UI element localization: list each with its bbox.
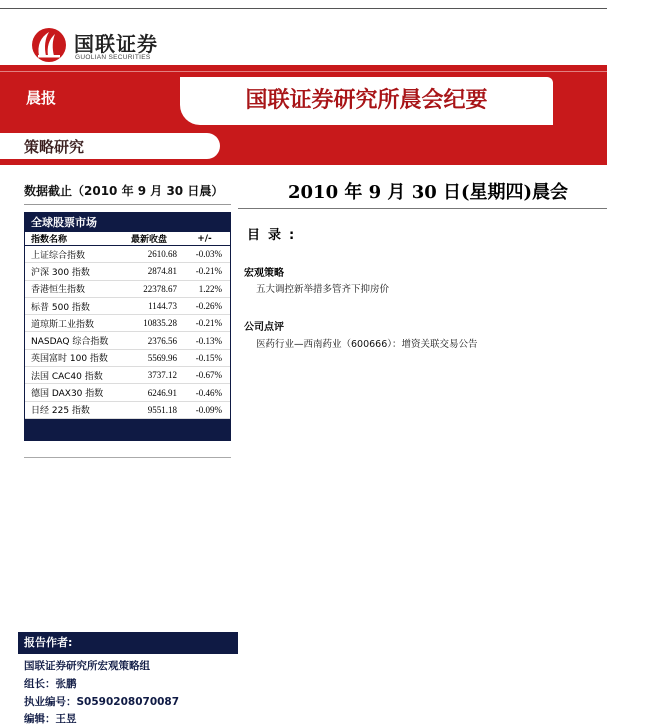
index-change: -0.15% [195, 352, 222, 363]
banner-label: 晨报 [26, 89, 57, 107]
index-name: NASDAQ 综合指数 [31, 337, 109, 348]
index-close: 1144.73 [148, 301, 177, 312]
market-table-footer [24, 419, 231, 441]
author-heading: 报告作者: [18, 632, 238, 654]
index-name: 法国 CAC40 指数 [31, 371, 103, 382]
meeting-title: 2010 年 9 月 30 日(星期四)晨会 [288, 182, 569, 203]
logo-name-cn: 国联证券 [74, 32, 158, 56]
table-row [25, 367, 230, 384]
banner-category: 策略研究 [24, 138, 85, 156]
logo-mark-icon [30, 26, 68, 64]
index-change: 1.22% [198, 283, 222, 294]
col-latest-close: 最新收盘 [130, 235, 167, 245]
index-name: 标普 500 指数 [31, 302, 90, 313]
index-close: 9551.18 [147, 404, 177, 415]
col-index-name: 指数名称 [31, 235, 68, 245]
table-row [25, 384, 230, 401]
index-change: -0.67% [195, 370, 222, 381]
index-change: -0.03% [195, 249, 222, 260]
index-name: 英国富时 100 指数 [31, 354, 108, 365]
left-divider [24, 204, 231, 205]
index-name: 沪深 300 指数 [31, 267, 90, 278]
data-as-of: 数据截止（2010 年 9 月 30 日晨） [24, 184, 224, 198]
section-item-macro[interactable]: 五大调控新举措多管齐下抑房价 [256, 284, 390, 295]
index-name: 德国 DAX30 指数 [31, 389, 104, 400]
author-leader: 组长：张鹏 [24, 678, 77, 690]
market-table-title: 全球股票市场 [25, 213, 230, 232]
section-item-company[interactable]: 医药行业—西南药业（600666）：增资关联交易公告 [256, 339, 478, 350]
index-name: 香港恒生指数 [31, 285, 86, 296]
index-close: 2610.68 [147, 249, 177, 260]
top-rule [0, 8, 607, 9]
index-name: 道琼斯工业指数 [31, 319, 95, 330]
section-title-company: 公司点评 [244, 322, 284, 333]
index-change: -0.21% [195, 266, 222, 277]
banner-title: 国联证券研究所晨会纪要 [245, 88, 488, 113]
index-close: 10835.28 [143, 318, 177, 329]
toc-title: 目录: [247, 228, 303, 243]
index-change: -0.26% [195, 301, 222, 312]
index-close: 2874.81 [147, 266, 177, 277]
banner-divider [0, 71, 607, 72]
table-row [25, 315, 230, 332]
index-close: 6246.91 [147, 387, 177, 398]
index-close: 22378.67 [143, 283, 177, 294]
index-name: 日经 225 指数 [31, 406, 90, 417]
logo-name-en: GUOLIAN SECURITIES [75, 54, 151, 61]
right-divider [238, 208, 607, 209]
author-next: 编辑：王昱 [24, 713, 77, 725]
col-change: +/- [197, 233, 212, 244]
table-row [25, 263, 230, 280]
index-close: 5569.96 [147, 352, 177, 363]
table-row [25, 350, 230, 367]
index-close: 2376.56 [147, 335, 177, 346]
index-close: 3737.12 [147, 370, 177, 381]
author-license: 执业编号：S0590208070087 [24, 696, 180, 708]
table-row [25, 281, 230, 298]
index-change: -0.21% [195, 318, 222, 329]
table-row [25, 298, 230, 315]
left-divider-bottom [24, 457, 231, 458]
index-change: -0.46% [195, 387, 222, 398]
table-row [25, 246, 230, 263]
table-row [25, 402, 230, 419]
company-logo [30, 26, 180, 64]
table-row [25, 332, 230, 349]
section-title-macro: 宏观策略 [244, 268, 284, 279]
report-banner [0, 65, 607, 165]
author-group: 国联证券研究所宏观策略组 [24, 660, 150, 672]
index-change: -0.13% [195, 335, 222, 346]
index-change: -0.09% [195, 404, 222, 415]
global-market-table [24, 212, 231, 419]
index-name: 上证综合指数 [31, 250, 86, 261]
market-table-header [25, 232, 230, 246]
